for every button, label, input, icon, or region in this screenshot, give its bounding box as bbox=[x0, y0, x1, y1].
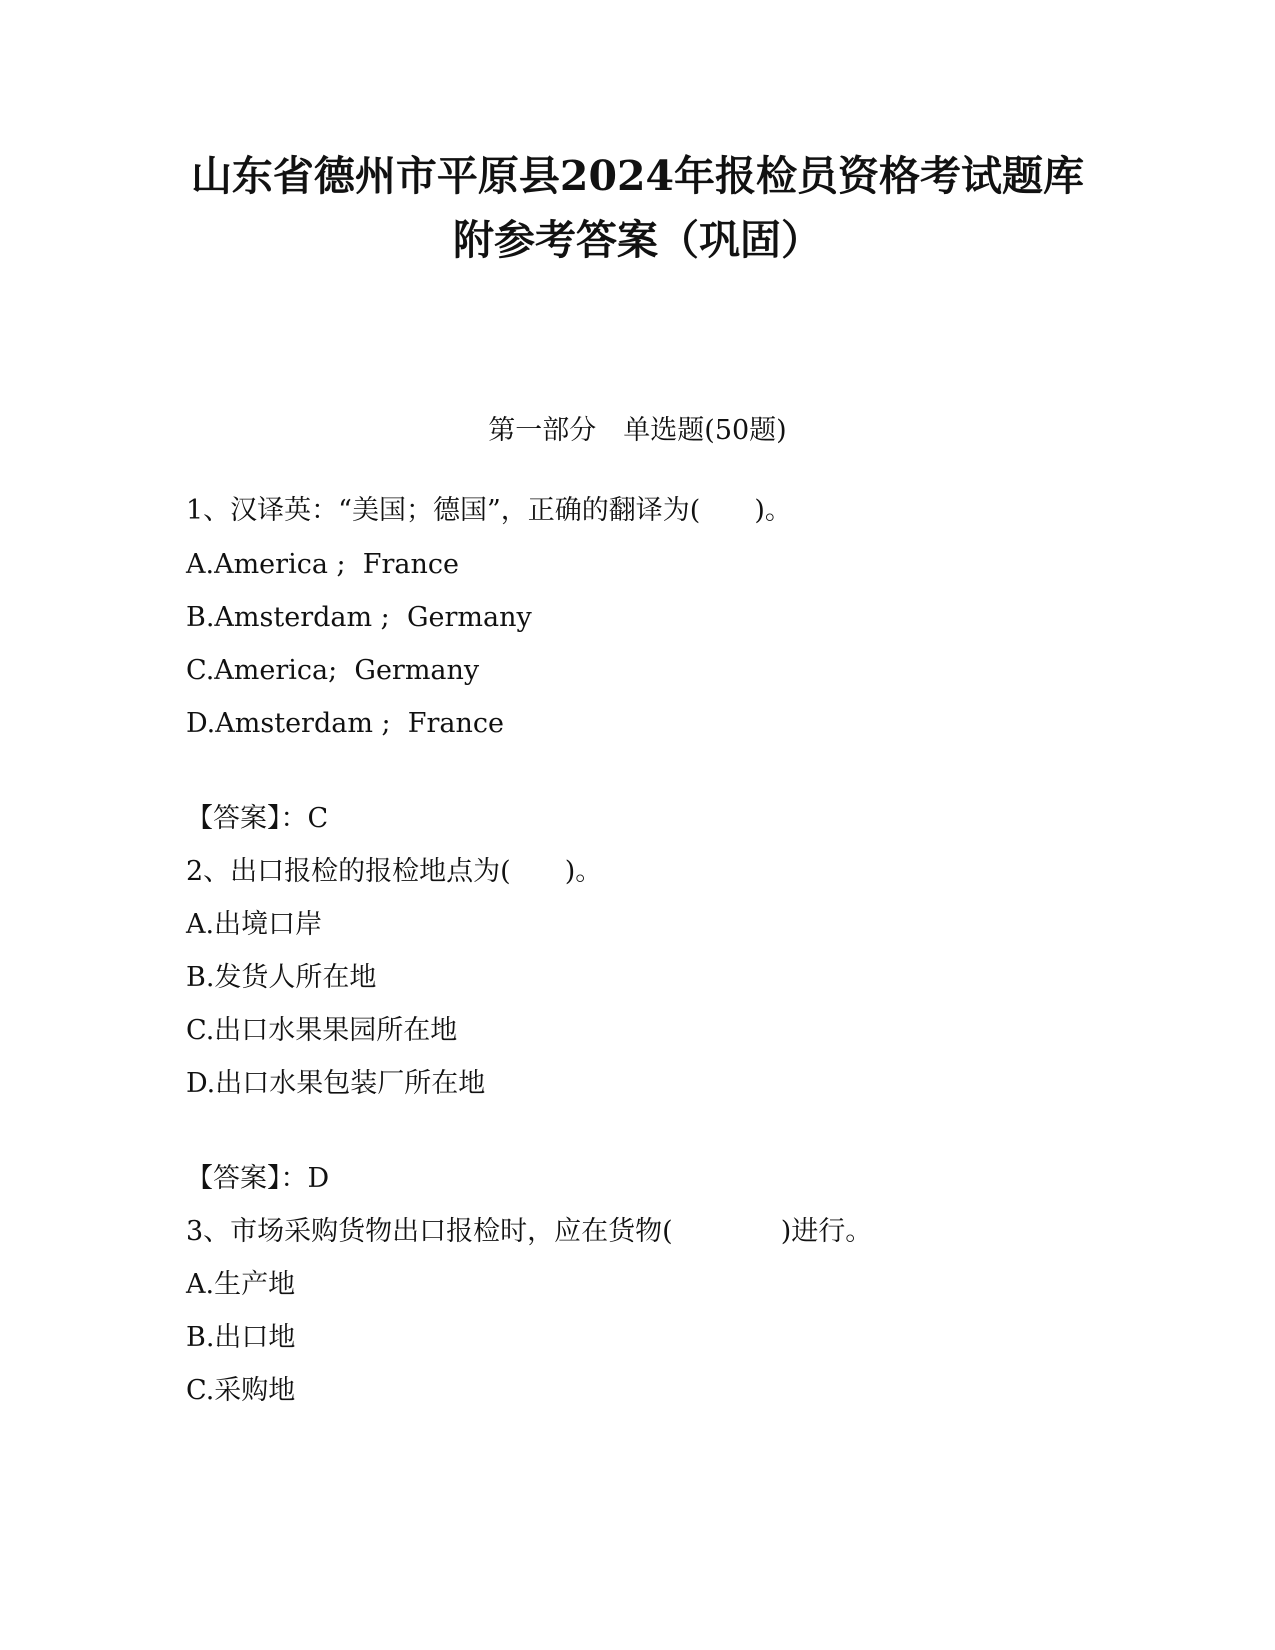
question-3-option-c: C.采购地 bbox=[186, 1375, 296, 1406]
question-1-option-d: D.Amsterdam ; France bbox=[186, 708, 505, 739]
question-2-answer: 【答案】：D bbox=[186, 1163, 330, 1194]
question-2-option-c: C.出口水果果园所在地 bbox=[186, 1015, 458, 1046]
question-2-stem: 2、出口报检的报检地点为( )。 bbox=[186, 856, 603, 887]
question-2-option-b: B.发货人所在地 bbox=[186, 962, 377, 993]
question-1-stem: 1、汉译英：“美国；德国”，正确的翻译为( )。 bbox=[186, 495, 792, 526]
question-3-stem: 3、市场采购货物出口报检时，应在货物( )进行。 bbox=[186, 1216, 873, 1247]
document-title-line-2: 附参考答案（巩固） bbox=[453, 216, 822, 264]
question-1-option-a: A.America ; France bbox=[186, 549, 459, 580]
document-title-line-1: 山东省德州市平原县2024年报检员资格考试题库 bbox=[190, 152, 1085, 200]
question-2-option-a: A.出境口岸 bbox=[186, 909, 323, 940]
question-2-option-d: D.出口水果包装厂所在地 bbox=[186, 1068, 486, 1099]
question-1-option-c: C.America; Germany bbox=[186, 655, 480, 686]
question-1-answer: 【答案】：C bbox=[186, 803, 329, 834]
question-3-option-b: B.出口地 bbox=[186, 1322, 296, 1353]
section-title: 第一部分 单选题(50题) bbox=[488, 415, 787, 446]
question-3-option-a: A.生产地 bbox=[186, 1269, 296, 1300]
question-1-option-b: B.Amsterdam ; Germany bbox=[186, 602, 532, 633]
